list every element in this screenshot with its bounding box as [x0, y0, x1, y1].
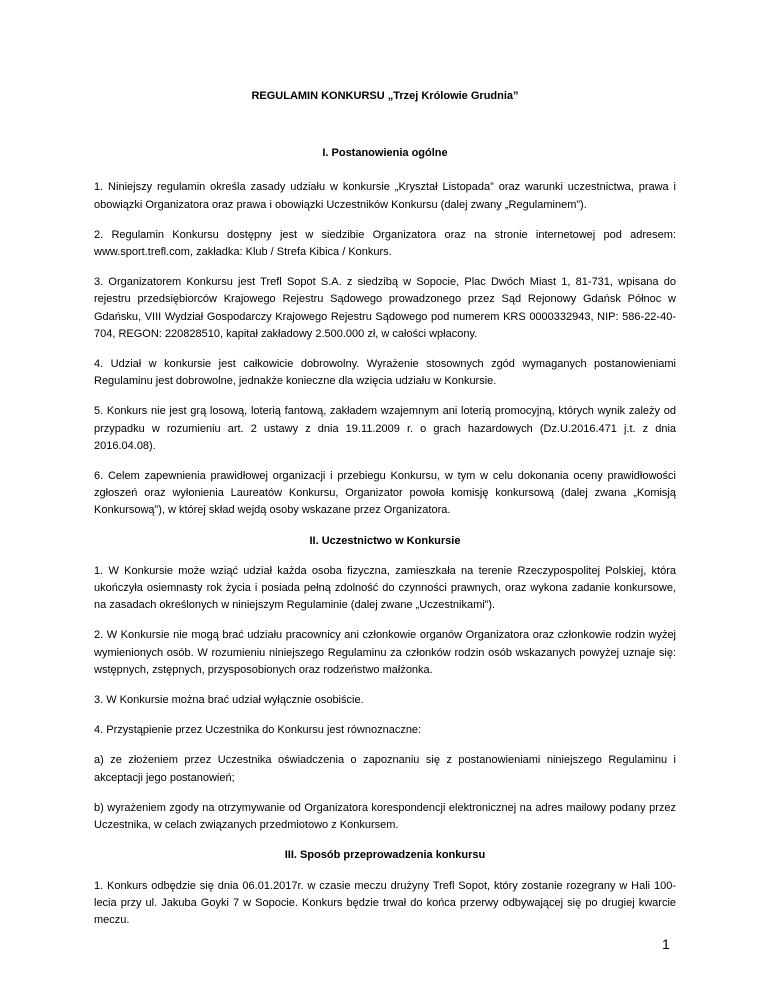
document-title: REGULAMIN KONKURSU „Trzej Królowie Grudnia”	[251, 90, 519, 102]
paragraph-2-1: 1. W Konkursie może wziąć udział każda osoba fizyczna, zamieszkała na terenie Rzeczypospolitej Polskiej, która ukończyła osiemnasty rok życia i posiada pełną zdolność do czynności prawnych, oraz wykona zadanie konkursowe, na zasadach określonych w niniejszym Regulaminie (dalej zwane „Uczestnikami”).	[94, 564, 676, 612]
paragraph-2-4a: a) ze złożeniem przez Uczestnika oświadczenia o zapoznaniu się z postanowieniami niniejszego Regulaminu i akceptacji jego postanowień;	[94, 754, 676, 784]
paragraph-1-4: 4. Udział w konkursie jest całkowicie dobrowolny. Wyrażenie stosownych zgód wymaganych postanowieniami Regulaminu jest dobrowolne, jednakże konieczne dla wzięcia udziału w Konkursie.	[94, 358, 676, 388]
paragraph-3-1: 1. Konkurs odbędzie się dnia 06.01.2017r. w czasie meczu drużyny Trefl Sopot, który zostanie rozegrany w Hali 100-lecia przy ul. Jakuba Goyki 7 w Sopocie. Konkurs będzie trwał do końca przerwy odbywającej się po drugiej kwarcie meczu.	[94, 879, 676, 926]
section-heading-1: I. Postanowienia ogólne	[322, 147, 448, 160]
paragraph-2-4: 4. Przystąpienie przez Uczestnika do Konkursu jest równoznaczne:	[94, 724, 422, 737]
section-heading-2: II. Uczestnictwo w Konkursie	[309, 534, 461, 547]
document-body	[94, 88, 676, 929]
paragraph-1-1: 1. Niniejszy regulamin określa zasady udziału w konkursie „Kryształ Listopada” oraz warunki uczestnictwa, prawa i obowiązki Organizatora oraz prawa i obowiązki Uczestników Konkursu (dalej zwany „Regulaminem”).	[94, 181, 676, 211]
paragraph-1-5: 5. Konkurs nie jest grą losową, loterią fantową, zakładem wzajemnym ani loterią promocyjną, których wynik zależy od przypadku w rozumieniu art. 2 ustawy z dnia 19.11.2009 r. o grach hazardowych (Dz.U.2016.471 j.t. z dnia 2016.04.08).	[94, 405, 676, 452]
section-heading-3: III. Sposób przeprowadzenia konkursu	[284, 849, 486, 862]
paragraph-2-4b: b) wyrażeniem zgody na otrzymywanie od Organizatora korespondencji elektronicznej na adres mailowy podany przez Uczestnika, w celach związanych przedmiotowo z Konkursem.	[94, 801, 676, 832]
paragraph-2-3: 3. W Konkursie można brać udział wyłącznie osobiście.	[94, 694, 364, 707]
page-number: 1	[662, 936, 670, 952]
paragraph-1-6: 6. Celem zapewnienia prawidłowej organizacji i przebiegu Konkursu, w tym w celu dokonania oceny prawidłowości zgłoszeń oraz wyłonienia Laureatów Konkursu, Organizator powoła komisję konkursową (dalej zwana „Komisją Konkursową”), w której skład wejdą osoby wskazane przez Organizatora.	[94, 470, 676, 517]
paragraph-2-2: 2. W Konkursie nie mogą brać udziału pracownicy ani członkowie organów Organizatora oraz członkowie rodzin wyżej wymienionych osób. W rozumieniu niniejszego Regulaminu za członków rodzin osób wskazanych powyżej uznaje się: wstępnych, zstępnych, przysposobionych oraz rodzeństwo małżonka.	[94, 629, 676, 676]
paragraph-1-2: 2. Regulamin Konkursu dostępny jest w siedzibie Organizatora oraz na stronie internetowej pod adresem: www.sport.trefl.com, zakładka: Klub / Strefa Kibica / Konkurs.	[94, 228, 676, 259]
paragraph-1-3: 3. Organizatorem Konkursu jest Trefl Sopot S.A. z siedzibą w Sopocie, Plac Dwóch Miast 1, 81-731, wpisana do rejestru przedsiębiorców Krajowego Rejestru Sądowego prowadzonego przez Sąd Rejonowy Gdańsk Północ w Gdańsku, VIII Wydział Gospodarczy Krajowego Rejestru Sądowego pod numerem KRS 0000332943, NIP: 586-22-40-704, REGON: 220828510, kapitał zakładowy 2.500.000 zł, w całości wpłacony.	[94, 276, 676, 340]
